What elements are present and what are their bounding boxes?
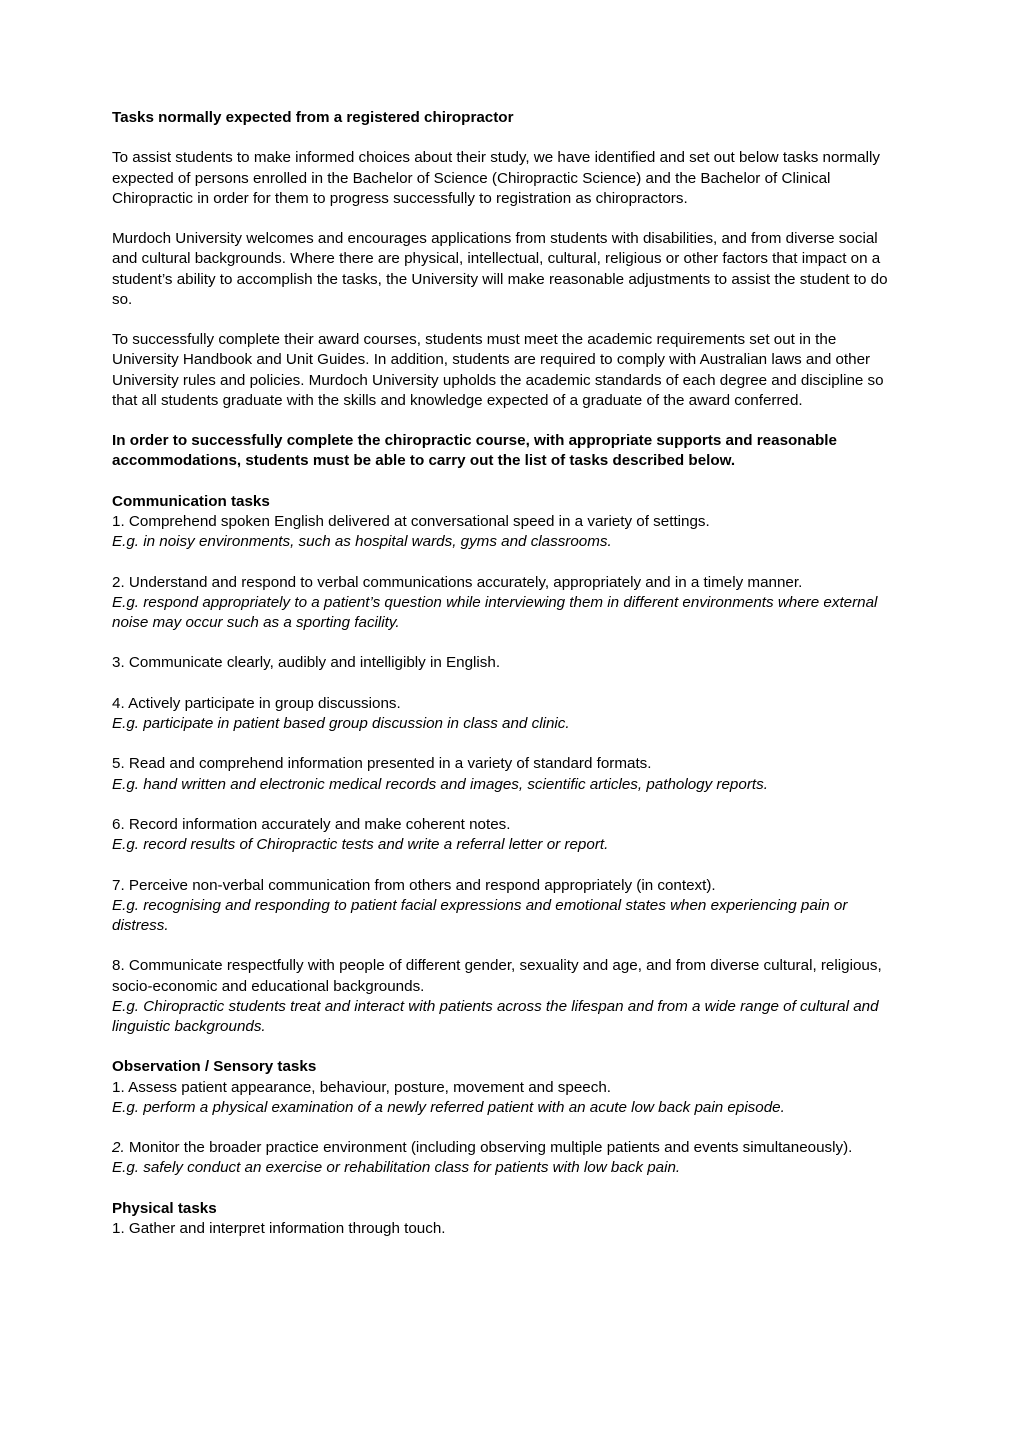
task-number: 2.: [112, 1139, 125, 1157]
task-item: [112, 754, 898, 774]
spacer: [112, 411, 898, 431]
task-example: E.g. record results of Chiropractic tests and write a referral letter or report.: [112, 836, 609, 854]
task-item: [112, 815, 898, 835]
task-item: [112, 653, 898, 673]
task-text: Communicate clearly, audibly and intelligibly in English.: [128, 654, 501, 672]
spacer: [112, 734, 898, 754]
task-number: 8.: [112, 957, 125, 975]
spacer: [112, 1179, 898, 1199]
task-item: [112, 876, 898, 896]
task-example: E.g. respond appropriately to a patient’s question while interviewing them in different environments where external noise may occur such as a sporting facility.: [112, 593, 882, 631]
document-body: [112, 108, 898, 1239]
task-number: 6.: [112, 815, 125, 833]
task-text: Perceive non-verbal communication from others and respond appropriately (in context).: [128, 876, 716, 894]
spacer: [112, 1037, 898, 1057]
task-example: E.g. Chiropractic students treat and interact with patients across the lifespan and from a wide range of cultural and linguistic backgrounds.: [112, 997, 883, 1035]
intro-paragraph-1: To assist students to make informed choices about their study, we have identified and set out below tasks normally expected of persons enrolled in the Bachelor of Science (Chiropractic Science) and the Bachelor of Clinical Chiropractic in order for them to progress successfully to registration as chiropractors.: [112, 149, 885, 207]
task-item: [112, 512, 898, 532]
task-text: Read and comprehend information presented in a variety of standard formats.: [128, 755, 652, 773]
task-number: 2.: [112, 573, 125, 591]
section-heading: Physical tasks: [112, 1199, 217, 1217]
task-text: Comprehend spoken English delivered at conversational speed in a variety of settings.: [128, 512, 710, 530]
task-number: 7.: [112, 876, 125, 894]
intro-paragraph-3: To successfully complete their award courses, students must meet the academic requirements set out in the University Handbook and Unit Guides. In addition, students are required to comply with Australian laws and other University rules and policies. Murdoch University upholds the academic standards of each degree and discipline so that all students graduate with the skills and knowledge expected of a graduate of the award conferred.: [112, 331, 888, 409]
spacer: [112, 795, 898, 815]
spacer: [112, 472, 898, 492]
task-example: E.g. hand written and electronic medical records and images, scientific articles, pathology reports.: [112, 775, 768, 793]
spacer: [112, 674, 898, 694]
task-number: 1.: [112, 1078, 125, 1096]
task-item: [112, 1219, 898, 1239]
task-number: 1.: [112, 512, 125, 530]
bold-statement: In order to successfully complete the chiropractic course, with appropriate supports and reasonable accommodations, students must be able to carry out the list of tasks described below.: [112, 432, 842, 470]
spacer: [112, 633, 898, 653]
task-number: 1.: [112, 1219, 125, 1237]
spacer: [112, 855, 898, 875]
spacer: [112, 936, 898, 956]
task-example: E.g. recognising and responding to patient facial expressions and emotional states when experiencing pain or distress.: [112, 896, 852, 934]
task-example: E.g. perform a physical examination of a newly referred patient with an acute low back pain episode.: [112, 1098, 785, 1116]
task-item: [112, 573, 898, 593]
task-number: 5.: [112, 755, 125, 773]
task-item: [112, 1138, 898, 1158]
spacer: [112, 552, 898, 572]
task-number: 3.: [112, 654, 125, 672]
task-number: 4.: [112, 694, 125, 712]
page-title: Tasks normally expected from a registered chiropractor: [112, 109, 514, 126]
section-heading: Observation / Sensory tasks: [112, 1058, 317, 1076]
intro-paragraph-2: Murdoch University welcomes and encourages applications from students with disabilities, and from diverse social and cultural backgrounds. Where there are physical, intellectual, cultural, religious or other factors that impact on a student’s ability to accomplish the tasks, the University will make reasonable adjustments to assist the student to do so.: [112, 230, 892, 308]
task-sections: [112, 492, 898, 1239]
task-example: E.g. participate in patient based group discussion in class and clinic.: [112, 714, 570, 732]
task-item: [112, 956, 898, 996]
spacer: [112, 209, 898, 229]
task-item: [112, 1078, 898, 1098]
task-text: Communicate respectfully with people of different gender, sexuality and age, and from diverse cultural, religious, socio-economic and educational backgrounds.: [112, 957, 886, 995]
task-text: Understand and respond to verbal communications accurately, appropriately and in a timely manner.: [128, 573, 803, 591]
task-item: [112, 694, 898, 714]
task-text: Monitor the broader practice environment (including observing multiple patients and events simultaneously).: [128, 1139, 853, 1157]
task-text: Actively participate in group discussions.: [128, 694, 401, 712]
task-example: E.g. safely conduct an exercise or rehabilitation class for patients with low back pain.: [112, 1159, 681, 1177]
spacer: [112, 1118, 898, 1138]
spacer: [112, 128, 898, 148]
task-text: Record information accurately and make coherent notes.: [128, 815, 511, 833]
task-text: Assess patient appearance, behaviour, posture, movement and speech.: [128, 1078, 611, 1096]
task-text: Gather and interpret information through touch.: [128, 1219, 446, 1237]
task-example: E.g. in noisy environments, such as hospital wards, gyms and classrooms.: [112, 533, 612, 551]
section-heading: Communication tasks: [112, 492, 270, 510]
spacer: [112, 310, 898, 330]
